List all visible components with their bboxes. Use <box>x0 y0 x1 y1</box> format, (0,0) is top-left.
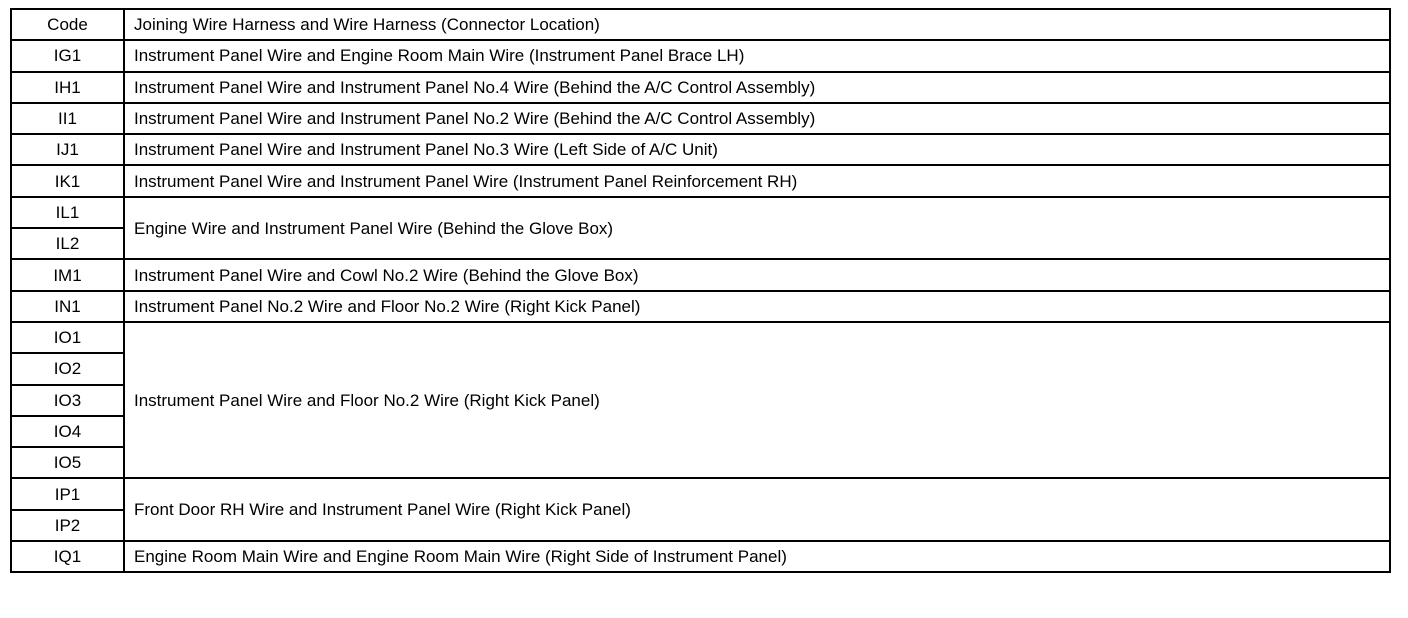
description-cell: Instrument Panel Wire and Floor No.2 Wire (Right Kick Panel) <box>124 322 1390 478</box>
code-cell: IH1 <box>11 72 124 103</box>
code-cell: IK1 <box>11 165 124 196</box>
table-row <box>11 72 1390 103</box>
code-cell: IP1 <box>11 478 124 509</box>
table-row <box>11 322 1390 353</box>
code-cell: IJ1 <box>11 134 124 165</box>
table-row <box>11 478 1390 509</box>
table-row <box>11 291 1390 322</box>
description-cell: Instrument Panel Wire and Instrument Panel No.4 Wire (Behind the A/C Control Assembly) <box>124 72 1390 103</box>
table-body <box>11 40 1390 572</box>
code-cell: IM1 <box>11 259 124 290</box>
code-cell: II1 <box>11 103 124 134</box>
table-header-row <box>11 9 1390 40</box>
table-row <box>11 541 1390 572</box>
table-row <box>11 134 1390 165</box>
description-cell: Engine Wire and Instrument Panel Wire (Behind the Glove Box) <box>124 197 1390 260</box>
header-code: Code <box>11 9 124 40</box>
description-cell: Instrument Panel No.2 Wire and Floor No.2 Wire (Right Kick Panel) <box>124 291 1390 322</box>
description-cell: Engine Room Main Wire and Engine Room Main Wire (Right Side of Instrument Panel) <box>124 541 1390 572</box>
code-cell: IG1 <box>11 40 124 71</box>
code-cell: IL1 <box>11 197 124 228</box>
description-cell: Front Door RH Wire and Instrument Panel Wire (Right Kick Panel) <box>124 478 1390 541</box>
code-cell: IL2 <box>11 228 124 259</box>
code-cell: IO1 <box>11 322 124 353</box>
description-cell: Instrument Panel Wire and Cowl No.2 Wire (Behind the Glove Box) <box>124 259 1390 290</box>
table-row <box>11 197 1390 228</box>
connector-table <box>10 8 1391 573</box>
description-cell: Instrument Panel Wire and Instrument Panel Wire (Instrument Panel Reinforcement RH) <box>124 165 1390 196</box>
code-cell: IO2 <box>11 353 124 384</box>
table-row <box>11 165 1390 196</box>
code-cell: IO5 <box>11 447 124 478</box>
code-cell: IN1 <box>11 291 124 322</box>
description-cell: Instrument Panel Wire and Instrument Panel No.2 Wire (Behind the A/C Control Assembly) <box>124 103 1390 134</box>
header-description: Joining Wire Harness and Wire Harness (Connector Location) <box>124 9 1390 40</box>
table-row <box>11 103 1390 134</box>
code-cell: IQ1 <box>11 541 124 572</box>
table-row <box>11 40 1390 71</box>
description-cell: Instrument Panel Wire and Instrument Panel No.3 Wire (Left Side of A/C Unit) <box>124 134 1390 165</box>
code-cell: IO4 <box>11 416 124 447</box>
code-cell: IP2 <box>11 510 124 541</box>
code-cell: IO3 <box>11 385 124 416</box>
table-row <box>11 259 1390 290</box>
description-cell: Instrument Panel Wire and Engine Room Main Wire (Instrument Panel Brace LH) <box>124 40 1390 71</box>
